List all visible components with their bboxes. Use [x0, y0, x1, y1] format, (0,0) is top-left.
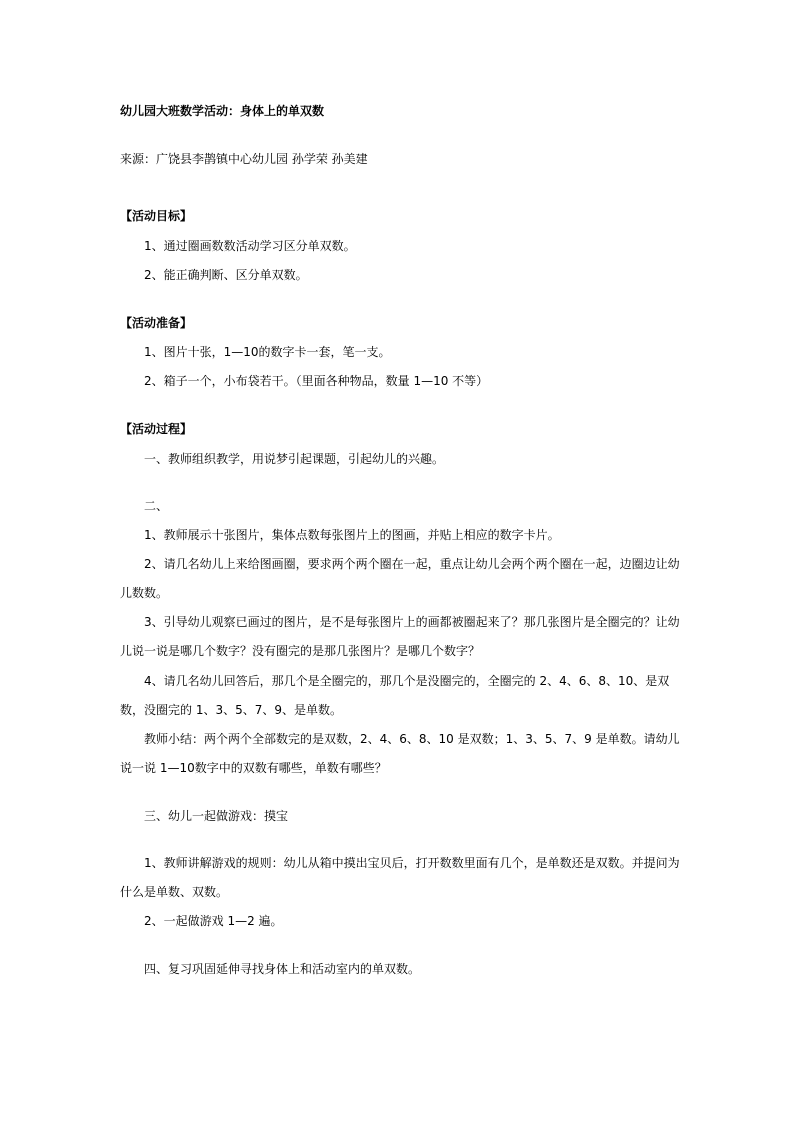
process-step-2-item-2-line-1: 2、请几名幼儿上来给图画圈，要求两个两个圈在一起，重点让幼儿会两个两个圈在一起，边圈边让幼 — [144, 557, 680, 571]
process-step-4: 四、复习巩固延伸寻找身体上和活动室内的单双数。 — [144, 962, 421, 976]
process-step-2-item-4-line-1: 4、请几名幼儿回答后，那几个是全圈完的，那几个是没圈完的，全圈完的 2、4、6、8、10、是双 — [144, 674, 670, 688]
source-line: 来源：广饶县李鹊镇中心幼儿园 孙学荣 孙美建 — [120, 152, 368, 166]
document-title: 幼儿园大班数学活动：身体上的单双数 — [120, 104, 325, 118]
prep-item-1: 1、图片十张，1—10的数字卡一套，笔一支。 — [144, 345, 391, 359]
process-step-3-item-2: 2、一起做游戏 1—2 遍。 — [144, 914, 283, 928]
prep-heading: 【活动准备】 — [120, 316, 193, 330]
goal-item-2: 2、能正确判断、区分单双数。 — [144, 268, 308, 282]
process-step-2-title: 二、 — [144, 499, 169, 513]
process-step-3-title: 三、幼儿一起做游戏：摸宝 — [144, 809, 289, 823]
prep-item-2: 2、箱子一个，小布袋若干。（里面各种物品，数量 1—10 不等） — [144, 374, 489, 388]
process-step-2-item-2-line-2: 儿数数。 — [120, 586, 169, 600]
goal-item-1: 1、通过圈画数数活动学习区分单双数。 — [144, 239, 356, 253]
process-step-1: 一、教师组织教学，用说梦引起课题，引起幼儿的兴趣。 — [144, 452, 445, 466]
process-step-2-item-3-line-1: 3、引导幼儿观察已画过的图片，是不是每张图片上的画都被圈起来了？那几张图片是全圈完的？让幼 — [144, 615, 680, 629]
goals-heading: 【活动目标】 — [120, 209, 193, 223]
process-step-2-item-4-line-2: 数，没圈完的 1、3、5、7、9、是单数。 — [120, 703, 342, 717]
teacher-summary-line-2: 说一说 1—10数字中的双数有哪些，单数有哪些？ — [120, 761, 387, 775]
process-step-3-item-1-line-1: 1、教师讲解游戏的规则：幼儿从箱中摸出宝贝后，打开数数里面有几个，是单数还是双数。并提问为 — [144, 856, 680, 870]
process-step-3-item-1-line-2: 什么是单数、双数。 — [120, 885, 229, 899]
teacher-summary-line-1: 教师小结：两个两个全部数完的是双数，2、4、6、8、10 是双数；1、3、5、7、9 是单数。请幼儿 — [144, 732, 680, 746]
process-step-2-item-3-line-2: 儿说一说是哪几个数字？没有圈完的是那几张图片？是哪几个数字？ — [120, 644, 481, 658]
process-step-2-item-1: 1、教师展示十张图片，集体点数每张图片上的图画，并贴上相应的数字卡片。 — [144, 528, 560, 542]
process-heading: 【活动过程】 — [120, 422, 193, 436]
